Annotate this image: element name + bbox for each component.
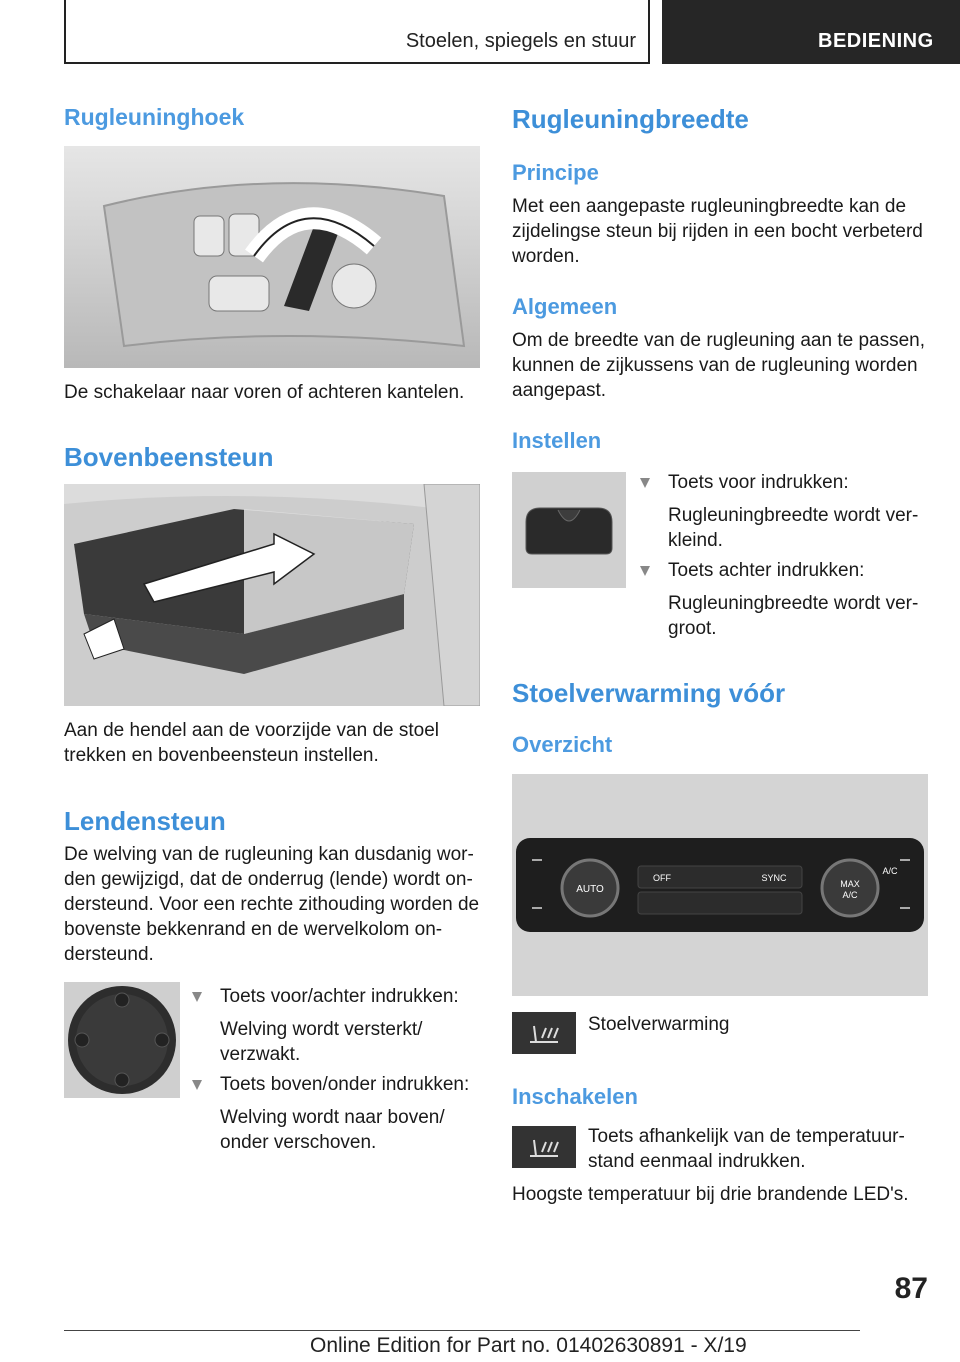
bullet-lumbar-2-text: Toets boven/onder indrukken: xyxy=(220,1074,470,1095)
header-chapter: Stoelen, spiegels en stuur xyxy=(405,30,636,52)
caption-rugleuninghoek: De schakelaar naar voren of achteren kantelen. xyxy=(64,382,465,403)
header-section: BEDIENING xyxy=(818,30,934,52)
footer-edition: Online Edition for Part no. 01402630891 - X/19 xyxy=(310,1334,747,1357)
seat-heating-icon xyxy=(512,1012,576,1054)
panel-max-label: MAX xyxy=(840,879,860,889)
triangle-icon xyxy=(640,478,650,488)
heading-bovenbeensteun: Bovenbeensteun xyxy=(64,442,274,472)
triangle-icon xyxy=(192,992,202,1002)
figure-thigh-support xyxy=(64,484,480,706)
text-hoogste-temperatuur: Hoogste temperatuur bij drie brandende LED's. xyxy=(512,1184,909,1205)
footer-divider xyxy=(64,1330,860,1331)
text-inschakelen: Toets afhankelijk van de temperatuurstand eenmaal indrukken. xyxy=(588,1126,905,1172)
bullet-width-2-result: Rugleuningbreedte wordt vergroot. xyxy=(668,593,919,639)
heading-inschakelen: Inschakelen xyxy=(512,1084,638,1109)
icon-label-stoelverwarming: Stoelverwarming xyxy=(588,1014,730,1035)
bullet-lumbar-2-result: Welving wordt naar boven/ onder verschoven. xyxy=(220,1107,445,1153)
panel-off-label: OFF xyxy=(653,873,671,883)
panel-max-ac-label: A/C xyxy=(842,890,858,900)
bullet-lumbar-1 xyxy=(192,984,482,1067)
text-algemeen: Om de breedte van de rugleuning aan te passen, kunnen de zijkussens van de rugleuning worden aangepast. xyxy=(512,330,926,401)
caption-bovenbeensteun: Aan de hendel aan de voorzijde van de stoel trekken en bovenbeensteun instellen. xyxy=(64,720,439,766)
triangle-icon xyxy=(640,566,650,576)
bullet-lumbar-1-text: Toets voor/achter indrukken: xyxy=(220,986,459,1007)
heading-algemeen: Algemeen xyxy=(512,294,618,319)
bullet-width-1 xyxy=(640,470,936,553)
bullet-width-1-result: Rugleuningbreedte wordt verkleind. xyxy=(668,505,919,551)
bullet-width-2-text: Toets achter indrukken: xyxy=(668,560,865,581)
figure-climate-panel xyxy=(512,774,928,996)
seat-heating-icon xyxy=(512,1126,576,1168)
bullet-lumbar-2 xyxy=(192,1072,482,1155)
page-number: 87 xyxy=(894,1272,928,1305)
header-section-box xyxy=(662,0,960,64)
heading-lendensteun: Lendensteun xyxy=(64,806,226,836)
heading-rugleuningbreedte: Rugleuningbreedte xyxy=(512,104,749,134)
triangle-icon xyxy=(192,1080,202,1090)
heading-overzicht: Overzicht xyxy=(512,732,613,757)
bullet-width-1-text: Toets voor indrukken: xyxy=(668,472,849,493)
figure-backrest-switch xyxy=(64,146,480,368)
figure-lumbar-button xyxy=(64,982,180,1098)
panel-auto-label: AUTO xyxy=(576,884,604,895)
heading-instellen: Instellen xyxy=(512,428,602,453)
panel-sync-label: SYNC xyxy=(761,873,787,883)
panel-ac-label: A/C xyxy=(882,866,898,876)
heading-stoelverwarming: Stoelverwarming vóór xyxy=(512,678,786,708)
header-chapter-box xyxy=(64,0,650,64)
heading-rugleuninghoek: Rugleuninghoek xyxy=(64,104,245,130)
heading-principe: Principe xyxy=(512,160,599,185)
bullet-width-2 xyxy=(640,558,936,641)
text-principe: Met een aangepaste rugleuningbreedte kan de zijdelingse steun bij rijden in een bocht verbeterd worden. xyxy=(512,196,923,267)
bullet-lumbar-1-result: Welving wordt versterkt/ verzwakt. xyxy=(220,1019,423,1065)
figure-width-button xyxy=(512,472,626,588)
text-lendensteun: De welving van de rugleuning kan dusdanig worden gewijzigd, dat de onderrug (lende) wordt ondersteund. Voor een rechte zithouding worden de bovenste bekkenrand en de wervelkolom ondersteund. xyxy=(64,844,480,965)
